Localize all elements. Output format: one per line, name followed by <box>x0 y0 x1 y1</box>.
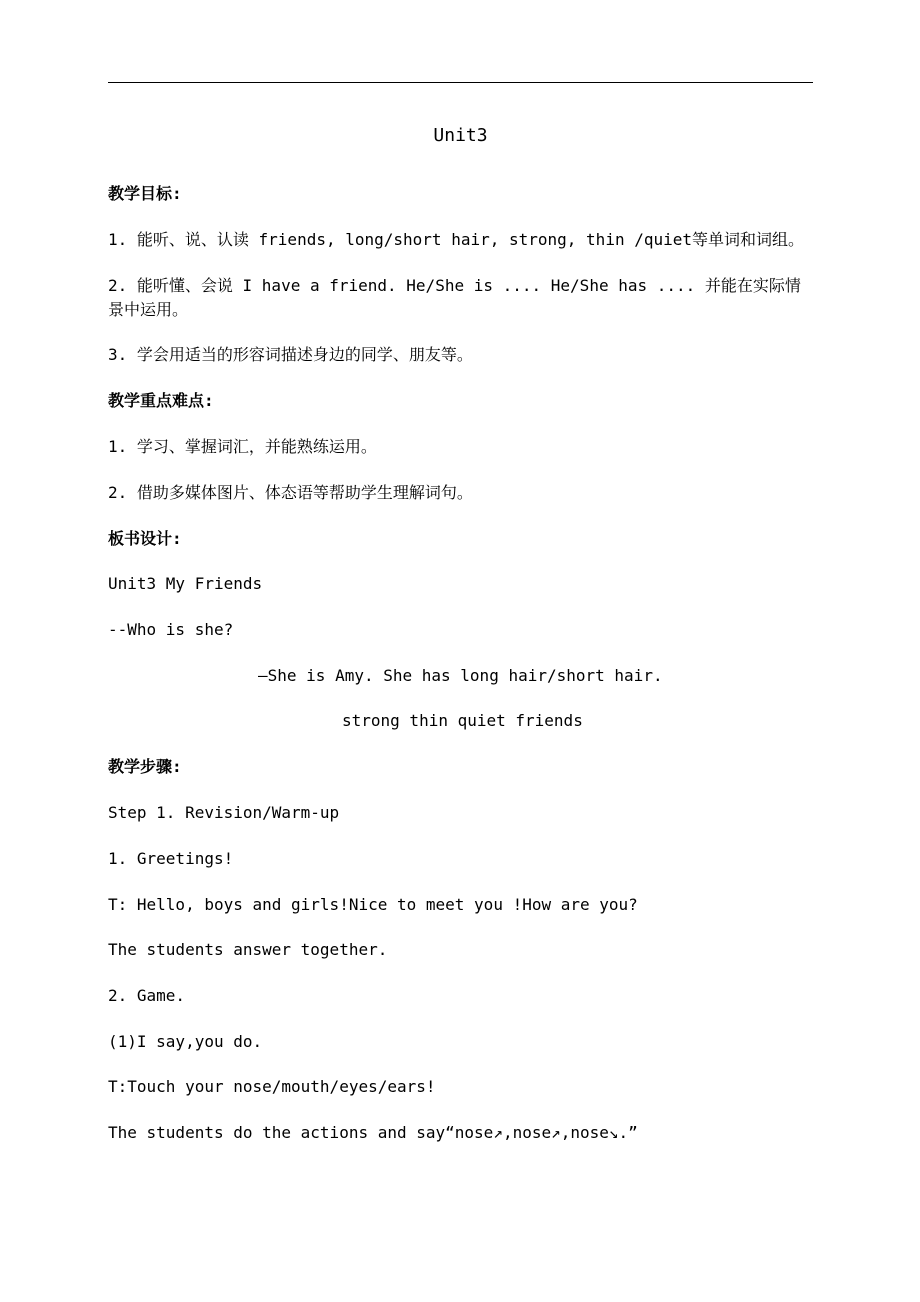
header-rule <box>108 82 813 83</box>
board-line-4: strong thin quiet friends <box>342 711 583 730</box>
board-line-1: Unit3 My Friends <box>108 574 263 593</box>
step-greetings: 1. Greetings! <box>108 849 234 868</box>
objective-1: 1. 能听、说、认读 friends, long/short hair, strong, thin /quiet等单词和词组。 <box>108 230 805 249</box>
objective-3: 3. 学会用适当的形容词描述身边的同学、朋友等。 <box>108 345 473 364</box>
step-game: 2. Game. <box>108 986 186 1005</box>
teacher-hello: T: Hello, boys and girls!Nice to meet you !How are you? <box>108 895 638 914</box>
game-touch: T:Touch your nose/mouth/eyes/ears! <box>108 1077 436 1096</box>
heading-steps: 教学步骤: <box>108 757 182 776</box>
key-point-1: 1. 学习、掌握词汇，并能熟练运用。 <box>108 437 377 456</box>
objective-2-cont: 景中运用。 <box>108 300 189 319</box>
students-answer: The students answer together. <box>108 940 388 959</box>
objective-2: 2. 能听懂、会说 I have a friend. He/She is .... He/She has .... 并能在实际情 <box>108 276 801 295</box>
game-i-say: (1)I say,you do. <box>108 1032 263 1051</box>
heading-key-points: 教学重点难点: <box>108 391 214 410</box>
board-line-2: --Who is she? <box>108 620 234 639</box>
document-title: Unit3 <box>433 125 488 146</box>
step-1-title: Step 1. Revision/Warm-up <box>108 803 340 822</box>
board-line-3: —She is Amy. She has long hair/short hair. <box>258 666 663 685</box>
key-point-2: 2. 借助多媒体图片、体态语等帮助学生理解词句。 <box>108 483 473 502</box>
heading-board: 板书设计: <box>108 529 182 548</box>
students-actions: The students do the actions and say“nose↗,nose↗,nose↘.” <box>108 1123 638 1142</box>
heading-objectives: 教学目标: <box>108 184 182 203</box>
